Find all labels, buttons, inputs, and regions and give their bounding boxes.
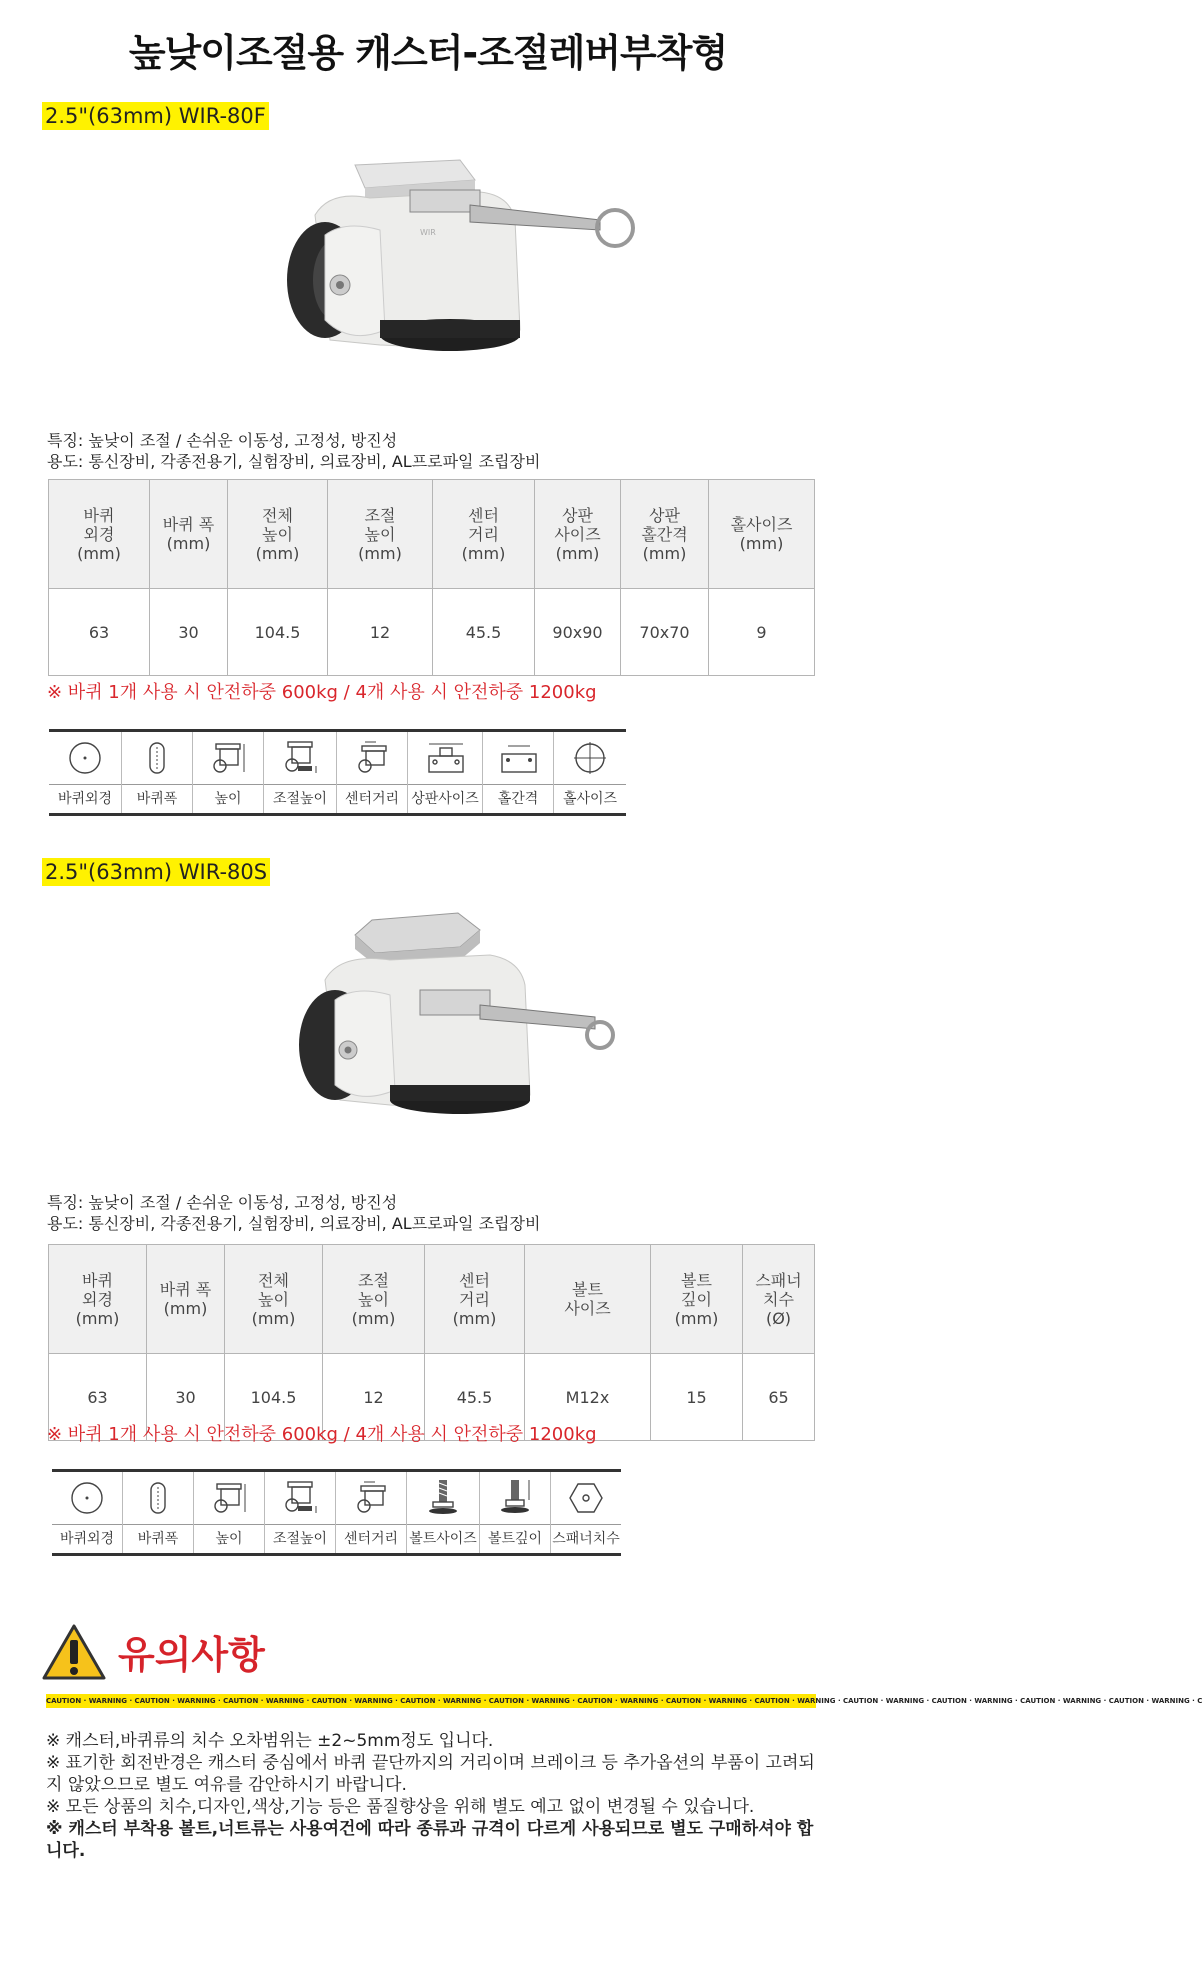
icon-label: 높이 <box>193 784 263 813</box>
icon-label: 상판사이즈 <box>408 784 482 813</box>
table-cell: 90x90 <box>535 589 621 676</box>
table-header-cell: 볼트 사이즈 <box>525 1245 651 1354</box>
table-cell: 15 <box>651 1354 743 1441</box>
table-cell: 12 <box>323 1354 425 1441</box>
icon-label: 바퀴외경 <box>49 784 121 813</box>
icon-cell <box>264 732 337 813</box>
icon-cell <box>336 1472 407 1553</box>
table-cell: 104.5 <box>228 589 328 676</box>
caution-note: ※ 캐스터 부착용 볼트,너트류는 사용여건에 따라 종류과 규격이 다르게 사용되므로 별도 구매하셔야 합니다. <box>46 1819 814 1861</box>
icon-label: 센터거리 <box>337 784 407 813</box>
table-cell: M12x <box>525 1354 651 1441</box>
table-header-row <box>49 1245 815 1354</box>
icon-label: 바퀴폭 <box>122 784 192 813</box>
table-header-cell: 상판 홀간격 (mm) <box>621 480 709 589</box>
icon-label: 볼트사이즈 <box>407 1524 479 1553</box>
table-row <box>49 589 815 676</box>
center-distance-icon <box>351 1478 391 1518</box>
hole-size-icon <box>570 738 610 778</box>
icon-cell <box>193 732 264 813</box>
table-header-cell: 상판 사이즈 (mm) <box>535 480 621 589</box>
icon-cell <box>337 732 408 813</box>
product1-spec-table <box>48 479 815 676</box>
table-cell: 65 <box>743 1354 815 1441</box>
adjust-height-icon <box>280 738 320 778</box>
product1-feature: 특징: 높낮이 조절 / 손쉬운 이동성, 고정성, 방진성 <box>47 431 398 450</box>
icon-cell <box>194 1472 265 1553</box>
icon-cell <box>480 1472 551 1553</box>
center-distance-icon <box>352 738 392 778</box>
product1-load-note: ※ 바퀴 1개 사용 시 안전하중 600kg / 4개 사용 시 안전하중 1200kg <box>47 682 597 703</box>
top-plate-size-icon <box>425 738 465 778</box>
wheel-width-icon <box>137 738 177 778</box>
icon-label: 홀간격 <box>483 784 553 813</box>
caution-note: ※ 캐스터,바퀴류의 치수 오차범위는 ±2~5mm정도 입니다. <box>46 1731 494 1751</box>
table-cell: 30 <box>147 1354 225 1441</box>
table-cell: 45.5 <box>433 589 535 676</box>
product2-usage: 용도: 통신장비, 각종전용기, 실험장비, 의료장비, AL프로파일 조립장비 <box>47 1214 541 1233</box>
product2-model: 2.5"(63mm) WIR-80S <box>42 858 270 886</box>
icon-cell <box>408 732 483 813</box>
table-header-cell: 바퀴 외경 (mm) <box>49 480 150 589</box>
hole-spacing-icon <box>498 738 538 778</box>
caution-note: ※ 모든 상품의 치수,디자인,색상,기능 등은 품질향상을 위해 별도 예고 없이 변경될 수 있습니다. <box>46 1797 755 1817</box>
icon-label: 볼트깊이 <box>480 1524 550 1553</box>
bolt-size-icon <box>423 1478 463 1518</box>
product1-icon-strip <box>49 729 626 816</box>
product2-spec-table <box>48 1244 815 1441</box>
icon-cell <box>122 732 193 813</box>
icon-label: 센터거리 <box>336 1524 406 1553</box>
height-icon <box>208 738 248 778</box>
table-header-cell: 바퀴 외경 (mm) <box>49 1245 147 1354</box>
product2-feature: 특징: 높낮이 조절 / 손쉬운 이동성, 고정성, 방진성 <box>47 1193 398 1212</box>
bolt-depth-icon <box>495 1478 535 1518</box>
caution-note: ※ 표기한 회전반경은 캐스터 중심에서 바퀴 끝단까지의 거리이며 브레이크 등 추가옵션의 부품이 고려되지 않았으므로 별도 여유를 감안하시기 바랍니다. <box>46 1753 815 1795</box>
table-header-cell: 홀사이즈 (mm) <box>709 480 815 589</box>
icon-cell <box>554 732 626 813</box>
wheel-diameter-icon <box>65 738 105 778</box>
icon-cell <box>52 1472 123 1553</box>
caution-tape: CAUTION · WARNING · CAUTION · WARNING · CAUTION · WARNING · CAUTION · WARNING · CAUTION · WARNING · CAUTION · WARNING · CAUTION · WARNING · CAUTION · WARNING · CAUTION · WARNING · CAUTION · WARNING · CAUTION · WARNING · CAUTION · WARNING · CAUTION · WARNING · C <box>46 1694 816 1708</box>
height-icon <box>209 1478 249 1518</box>
caution-title: 유의사항 <box>118 1633 265 1677</box>
table-header-cell: 바퀴 폭 (mm) <box>150 480 228 589</box>
warning-triangle-icon <box>42 1622 106 1682</box>
table-header-cell: 전체 높이 (mm) <box>228 480 328 589</box>
table-header-cell: 스패너 치수 (Ø) <box>743 1245 815 1354</box>
icon-cell <box>407 1472 480 1553</box>
table-cell: 12 <box>328 589 433 676</box>
table-header-row <box>49 480 815 589</box>
icon-label: 바퀴외경 <box>52 1524 122 1553</box>
table-header-cell: 센터 거리 (mm) <box>425 1245 525 1354</box>
product1-model: 2.5"(63mm) WIR-80F <box>42 102 269 130</box>
product2-icon-strip <box>52 1469 621 1556</box>
icon-cell <box>123 1472 194 1553</box>
icon-label: 바퀴폭 <box>123 1524 193 1553</box>
table-header-cell: 조절 높이 (mm) <box>328 480 433 589</box>
page-title: 높낮이조절용 캐스터-조절레버부착형 <box>128 31 728 75</box>
icon-label: 높이 <box>194 1524 264 1553</box>
icon-cell <box>551 1472 621 1553</box>
icon-cell <box>265 1472 336 1553</box>
product2-load-note: ※ 바퀴 1개 사용 시 안전하중 600kg / 4개 사용 시 안전하중 1200kg <box>47 1424 597 1445</box>
icon-label: 조절높이 <box>265 1524 335 1553</box>
wheel-diameter-icon <box>67 1478 107 1518</box>
adjust-height-icon <box>280 1478 320 1518</box>
table-cell: 30 <box>150 589 228 676</box>
icon-label: 홀사이즈 <box>554 784 626 813</box>
icon-cell <box>49 732 122 813</box>
wheel-width-icon <box>138 1478 178 1518</box>
table-cell: 63 <box>49 1354 147 1441</box>
caution-notes <box>46 1730 818 1862</box>
table-header-cell: 센터 거리 (mm) <box>433 480 535 589</box>
icon-label: 조절높이 <box>264 784 336 813</box>
svg-text:WIR: WIR <box>420 228 436 237</box>
table-header-cell: 볼트 깊이 (mm) <box>651 1245 743 1354</box>
caster-wir80s-photo <box>280 905 680 1135</box>
table-header-cell: 바퀴 폭 (mm) <box>147 1245 225 1354</box>
table-cell: 63 <box>49 589 150 676</box>
icon-cell <box>483 732 554 813</box>
table-header-cell: 전체 높이 (mm) <box>225 1245 323 1354</box>
table-header-cell: 조절 높이 (mm) <box>323 1245 425 1354</box>
table-cell: 9 <box>709 589 815 676</box>
caster-wir80f-photo <box>270 150 690 380</box>
spanner-size-icon <box>566 1478 606 1518</box>
table-cell: 70x70 <box>621 589 709 676</box>
table-cell: 104.5 <box>225 1354 323 1441</box>
product1-usage: 용도: 통신장비, 각종전용기, 실험장비, 의료장비, AL프로파일 조립장비 <box>47 452 541 471</box>
icon-label: 스패너치수 <box>551 1524 621 1553</box>
table-cell: 45.5 <box>425 1354 525 1441</box>
